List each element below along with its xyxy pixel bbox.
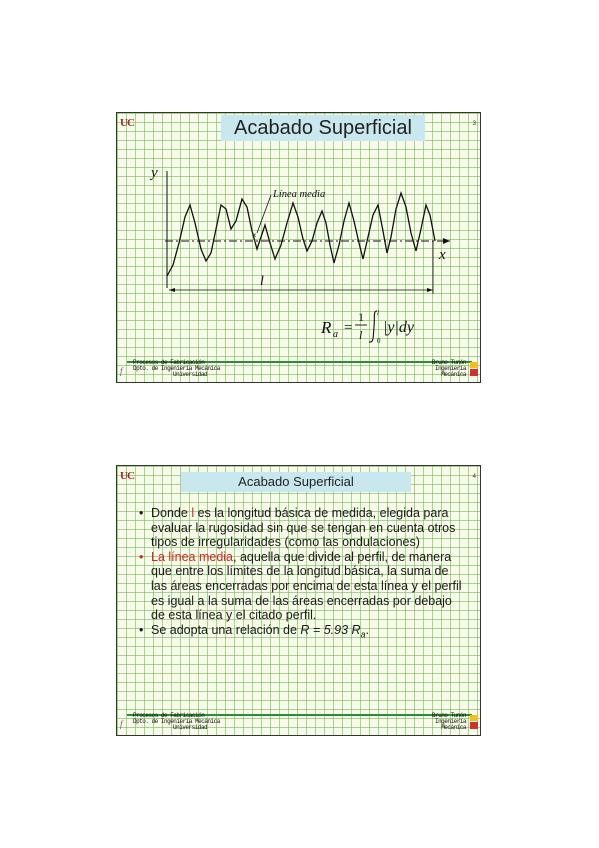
footer-right-line: Bruno Tunón	[431, 359, 466, 366]
footer-symbol: f	[120, 719, 123, 729]
formula-frac-den: l	[359, 328, 363, 342]
footer-symbol: f	[120, 366, 123, 376]
bullet-formula-sub: a	[360, 629, 366, 640]
bullet-highlight: l	[191, 506, 195, 520]
x-axis-label: x	[439, 247, 446, 263]
point-label: x	[253, 231, 257, 239]
footer-right-line: Mecánica	[441, 724, 466, 731]
university-logo: UC	[120, 117, 134, 129]
footer-right-line: Ingeniería	[434, 365, 466, 372]
formula-lhs-sub: a	[333, 329, 338, 340]
page-number: 3	[472, 121, 476, 127]
bullet-text: es la longitud básica de medida, elegida para evaluar la rugosidad sin que se tengan en cuenta otros tipos de irregularidades (como las ondulaciones)	[151, 506, 456, 550]
bullet-item	[137, 550, 467, 623]
footer-left-line: Procesos de Fabricación	[133, 712, 205, 719]
footer-right	[432, 713, 466, 731]
footer-right-line: Ingeniería	[434, 718, 466, 725]
university-mark-icon	[470, 715, 478, 731]
footer-left-line: Dpto. de Ingeniería Mecánica	[133, 718, 220, 725]
footer-left-line: Universidad	[173, 371, 208, 378]
formula-frac-num: 1	[358, 310, 364, 324]
footer-right	[432, 360, 466, 378]
bullet-text: .	[365, 622, 370, 637]
formula-equals: =	[344, 320, 353, 336]
footer-left-line: Procesos de Fabricación	[133, 359, 205, 366]
bullet-formula: R = 5.93 R	[300, 622, 361, 637]
length-label: l	[260, 274, 264, 289]
roughness-formula	[320, 309, 415, 345]
formula-int-upper: l	[377, 309, 379, 317]
footer-left	[133, 360, 220, 378]
bullet-marker: •	[139, 549, 144, 564]
university-logo: UC	[120, 470, 134, 482]
bullet-list	[137, 506, 467, 642]
slide-title: Acabado Superficial	[181, 472, 411, 492]
formula-int-lower: 0	[377, 337, 381, 345]
bullet-marker: •	[139, 506, 144, 520]
footer-left-line: Universidad	[173, 724, 208, 731]
x-axis-arrow	[443, 238, 450, 244]
bullet-marker: •	[139, 622, 144, 637]
length-arrow-right	[427, 288, 433, 292]
slide-4	[116, 465, 481, 736]
footer-right-line: Mecánica	[441, 371, 466, 378]
bullet-highlight: La línea media	[151, 549, 234, 564]
bullet-item	[137, 623, 467, 642]
mean-line-label: Línea media	[273, 189, 326, 200]
bullet-item	[137, 506, 467, 550]
bullet-text: Se adopta una relación de	[151, 622, 301, 637]
university-mark-icon	[470, 362, 478, 378]
footer-left	[133, 713, 220, 731]
bullet-text: , aquella que divide al perfil, de manera que entre los límites de la longitud básica, la suma de las áreas encerradas por encima de esta línea y el perfil es igual a la suma de las áreas encerradas por debajo de esta línea y el citado perfil.	[151, 549, 462, 623]
slide-3	[116, 112, 481, 383]
y-axis-label: y	[151, 165, 158, 181]
profile-curve	[167, 193, 435, 276]
formula-lhs: R	[321, 318, 332, 337]
surface-profile-diagram	[117, 113, 480, 382]
footer-right-line: Bruno Tunón	[431, 712, 466, 719]
slide-title: Acabado Superficial	[221, 115, 425, 141]
footer-left-line: Dpto. de Ingeniería Mecánica	[133, 365, 220, 372]
integral-sign	[369, 311, 377, 342]
formula-integrand: |y|dy	[383, 319, 414, 336]
length-arrow-left	[169, 288, 175, 292]
bullet-text: Donde	[151, 506, 192, 520]
page-number: 4	[472, 474, 476, 480]
